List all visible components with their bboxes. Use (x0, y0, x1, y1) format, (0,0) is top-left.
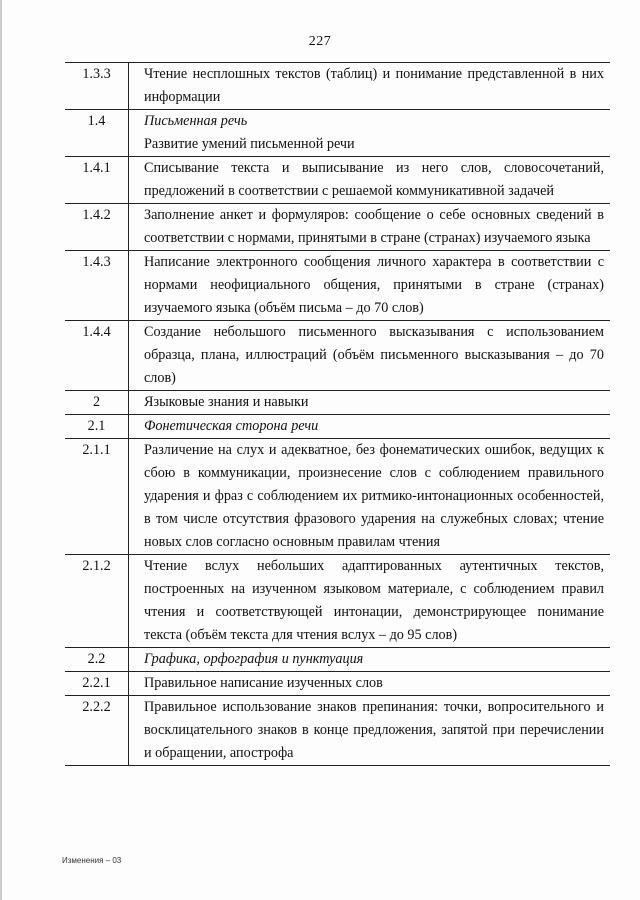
row-text-line: Правильное использование знаков препинания: точки, вопросительного и восклицательного знаков в конце предложения, запятой при перечислении и обращении, апострофа (144, 699, 604, 761)
table-row (65, 672, 610, 696)
row-text-line: Заполнение анкет и формуляров: сообщение о себе основных сведений в соответствии с нормами, принятыми в стране (странах) изучаемого языка (144, 207, 604, 246)
row-text (129, 415, 611, 439)
content-table (65, 62, 610, 766)
page-number: 227 (308, 34, 332, 49)
row-text-line: Развитие умений письменной речи (144, 136, 355, 152)
row-text (129, 251, 611, 321)
row-number: 1.4.2 (65, 204, 129, 251)
row-number: 2.2 (65, 648, 129, 672)
section-heading: Графика, орфография и пунктуация (144, 651, 364, 667)
row-number: 1.4.1 (65, 157, 129, 204)
table-row (65, 696, 610, 766)
table-row (65, 157, 610, 204)
row-number: 2.1 (65, 415, 129, 439)
section-heading: Письменная речь (144, 113, 248, 129)
row-text (129, 391, 611, 415)
row-number: 2.2.2 (65, 696, 129, 766)
row-text-line: Чтение вслух небольших адаптированных аутентичных текстов, построенных на изученном языковом материале, с соблюдением правил чтения и соответствующей интонации, демонстрирующее понимание текста (объём текста для чтения вслух – до 95 слов) (144, 558, 604, 643)
row-number: 1.3.3 (65, 63, 129, 110)
row-text (129, 204, 611, 251)
row-number: 2.2.1 (65, 672, 129, 696)
row-text-line: Правильное написание изученных слов (144, 675, 383, 691)
row-number: 2.1.1 (65, 439, 129, 555)
table-row (65, 110, 610, 157)
table-row (65, 555, 610, 648)
row-text (129, 321, 611, 391)
table-row (65, 439, 610, 555)
table-row (65, 251, 610, 321)
row-number: 2 (65, 391, 129, 415)
row-text (129, 110, 611, 157)
table-row (65, 391, 610, 415)
row-text-line: Различение на слух и адекватное, без фонематических ошибок, ведущих к сбою в коммуникации, произнесение слов с соблюдением правильного ударения и фраз с соблюдением их ритмико-интонационных особенностей, в том числе отсутствия фразового ударения на служебных словах; чтение новых слов согласно основным правилам чтения (144, 442, 604, 550)
row-text (129, 63, 611, 110)
row-text (129, 157, 611, 204)
table-body (65, 63, 610, 766)
row-text (129, 555, 611, 648)
row-text-line: Чтение несплошных текстов (таблиц) и понимание представленной в них информации (144, 66, 604, 105)
row-number: 1.4.4 (65, 321, 129, 391)
table-row (65, 415, 610, 439)
footer-revision: Изменения – 03 (62, 856, 122, 865)
row-text (129, 696, 611, 766)
row-text-line: Списывание текста и выписывание из него слов, словосочетаний, предложений в соответствии с решаемой коммуникативной задачей (144, 160, 604, 199)
table-row (65, 63, 610, 110)
row-text (129, 672, 611, 696)
section-heading: Фонетическая сторона речи (144, 418, 319, 434)
row-text-line: Языковые знания и навыки (144, 394, 309, 410)
row-text (129, 439, 611, 555)
row-text (129, 648, 611, 672)
row-number: 1.4.3 (65, 251, 129, 321)
table-row (65, 648, 610, 672)
row-number: 2.1.2 (65, 555, 129, 648)
row-text-line: Создание небольшого письменного высказывания с использованием образца, плана, иллюстраций (объём письменного высказывания – до 70 слов) (144, 324, 604, 386)
scan-edge (0, 0, 2, 900)
table-row (65, 204, 610, 251)
table-row (65, 321, 610, 391)
row-number: 1.4 (65, 110, 129, 157)
row-text-line: Написание электронного сообщения личного характера в соответствии с нормами неофициального общения, принятыми в стране (странах) изучаемого языка (объём письма – до 70 слов) (144, 254, 604, 316)
